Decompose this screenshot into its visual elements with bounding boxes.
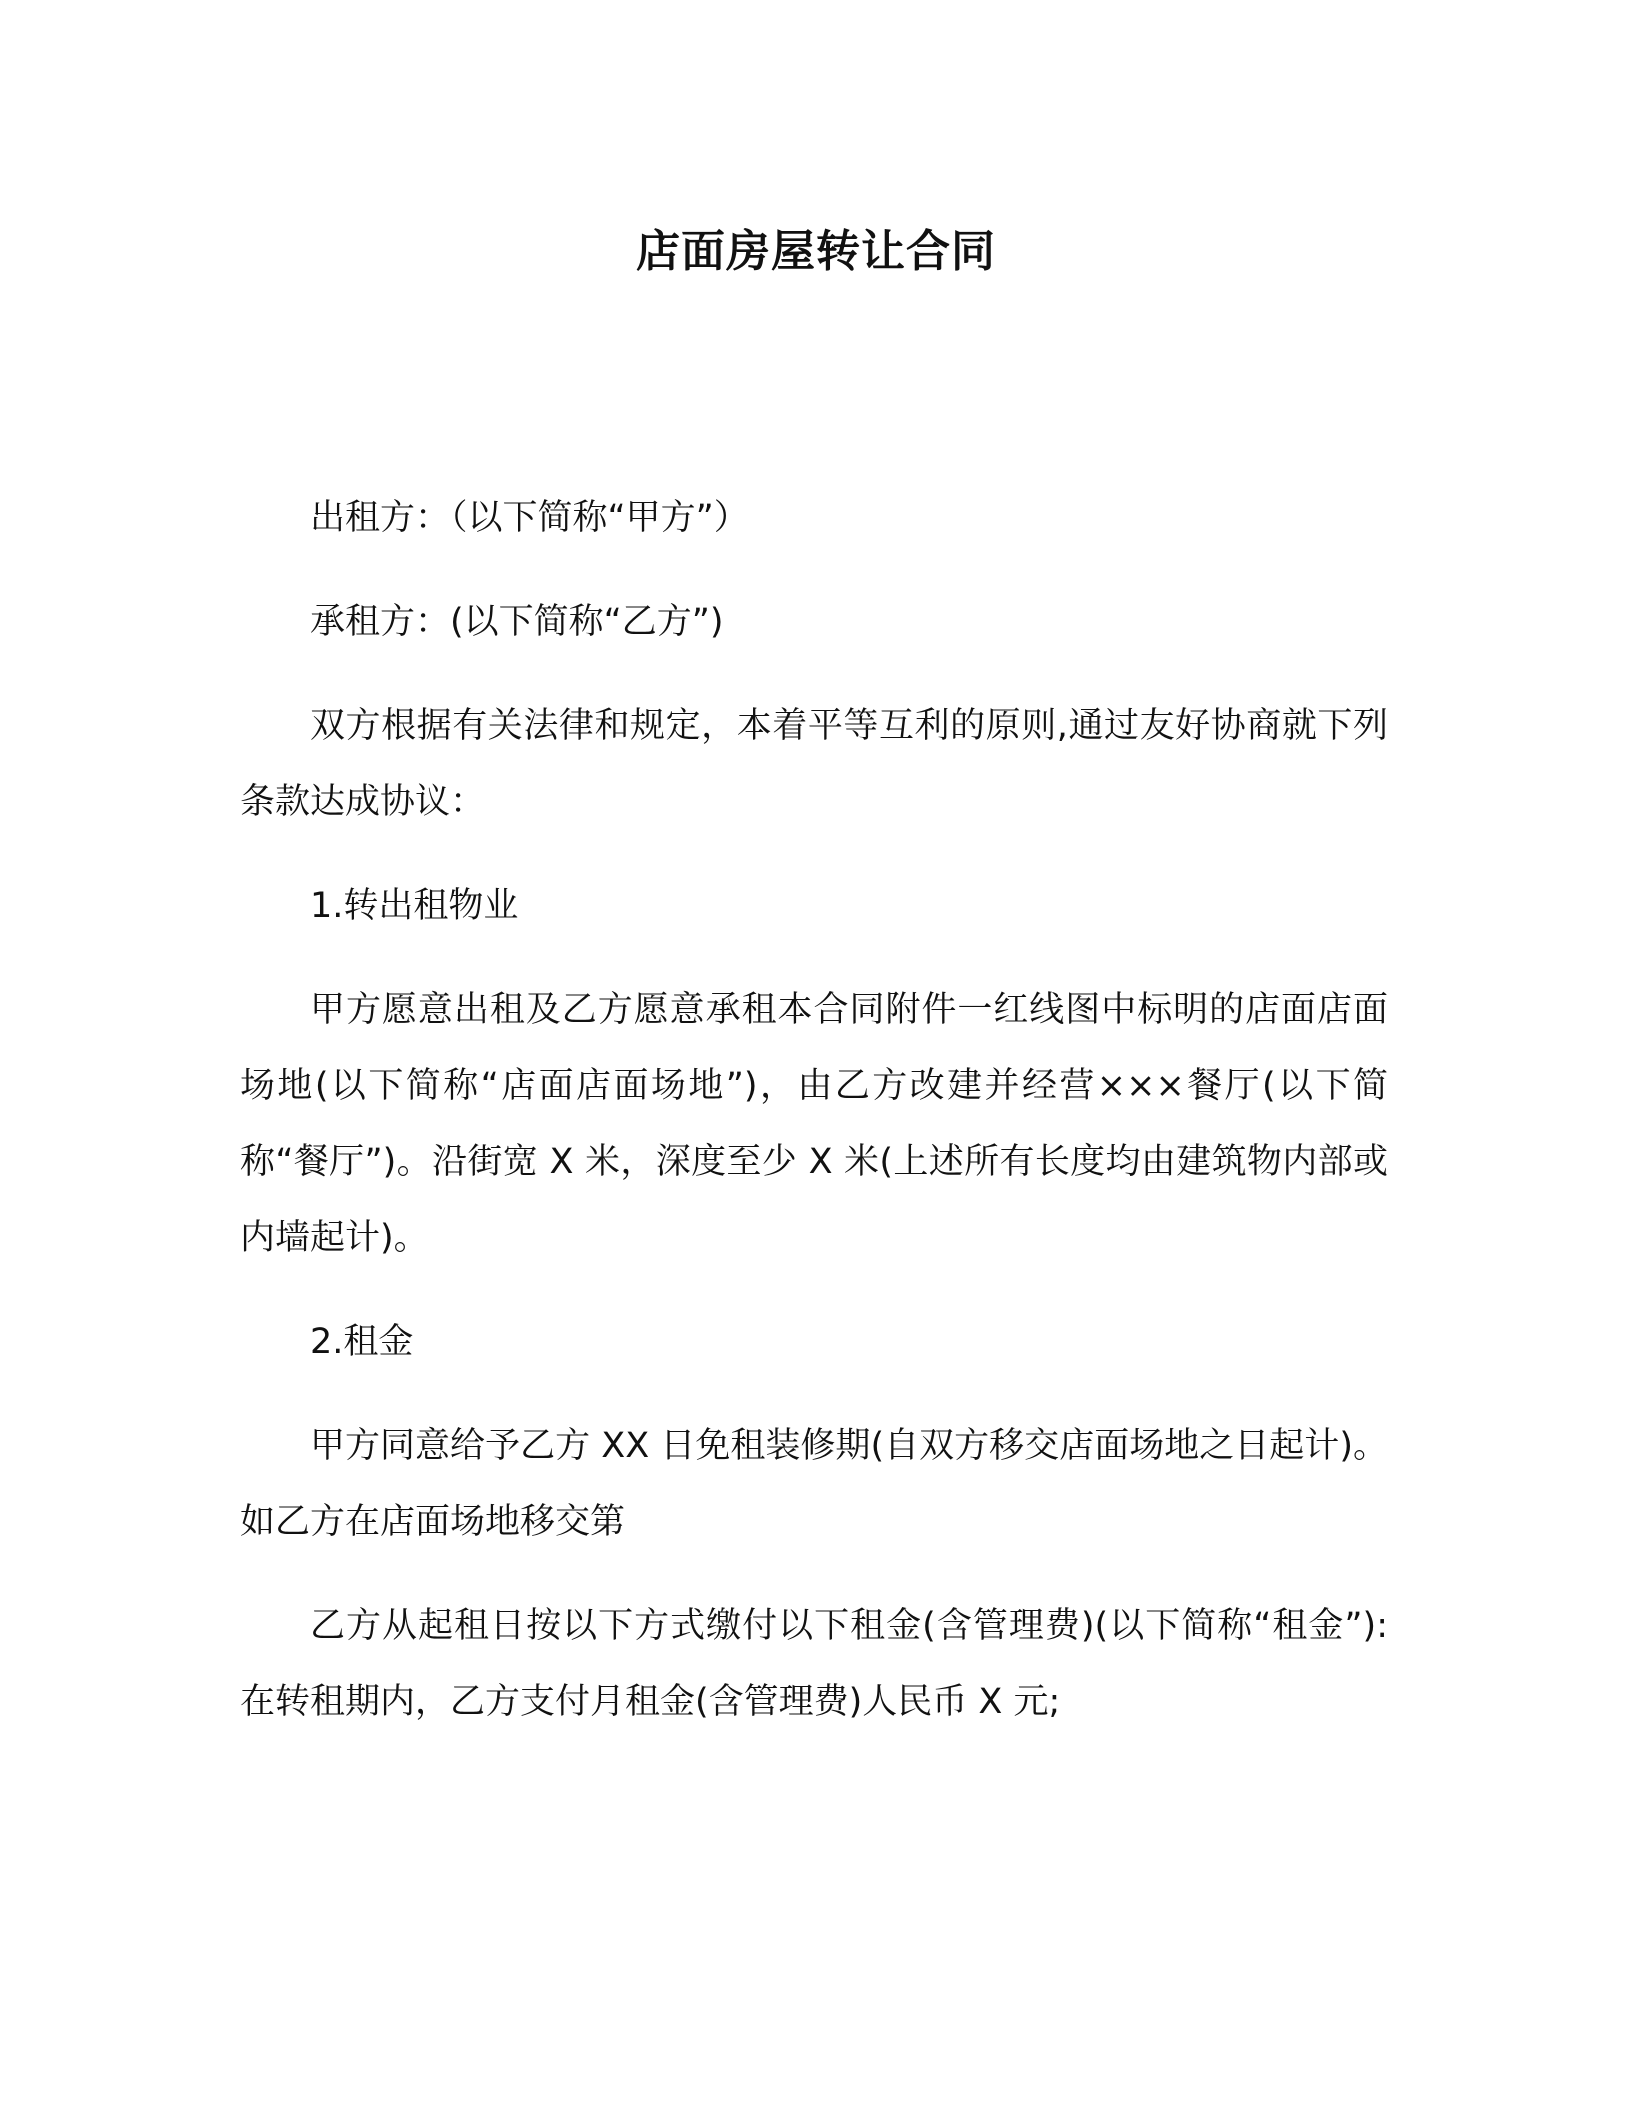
property-paragraph: 甲方愿意出租及乙方愿意承租本合同附件一红线图中标明的店面店面场地(以下简称“店面店面场地”)，由乙方改建并经营×××餐厅(以下简称“餐厅”)。沿街宽 X 米，深度至少 X 米(上述所有长度均由建筑物内部或内墙起计)。 [240,990,1388,1258]
rent-free-paragraph: 甲方同意给予乙方 XX 日免租装修期(自双方移交店面场地之日起计)。如乙方在店面场地移交第 [240,1426,1388,1542]
document-title: 店面房屋转让合同 [636,226,996,277]
document-body [240,480,1388,1768]
section-heading-rent: 2.租金 [310,1322,414,1362]
lessor-line: 出租方：（以下简称“甲方”） [310,498,749,538]
lessee-line: 承租方：(以下简称“乙方”) [310,602,724,642]
preamble-paragraph: 双方根据有关法律和规定，本着平等互利的原则,通过友好协商就下列条款达成协议： [240,706,1388,822]
rent-payment-paragraph: 乙方从起租日按以下方式缴付以下租金(含管理费)(以下简称“租金”): 在转租期内，乙方支付月租金(含管理费)人民币 X 元; [240,1606,1388,1722]
section-heading-property: 1.转出租物业 [310,886,519,926]
